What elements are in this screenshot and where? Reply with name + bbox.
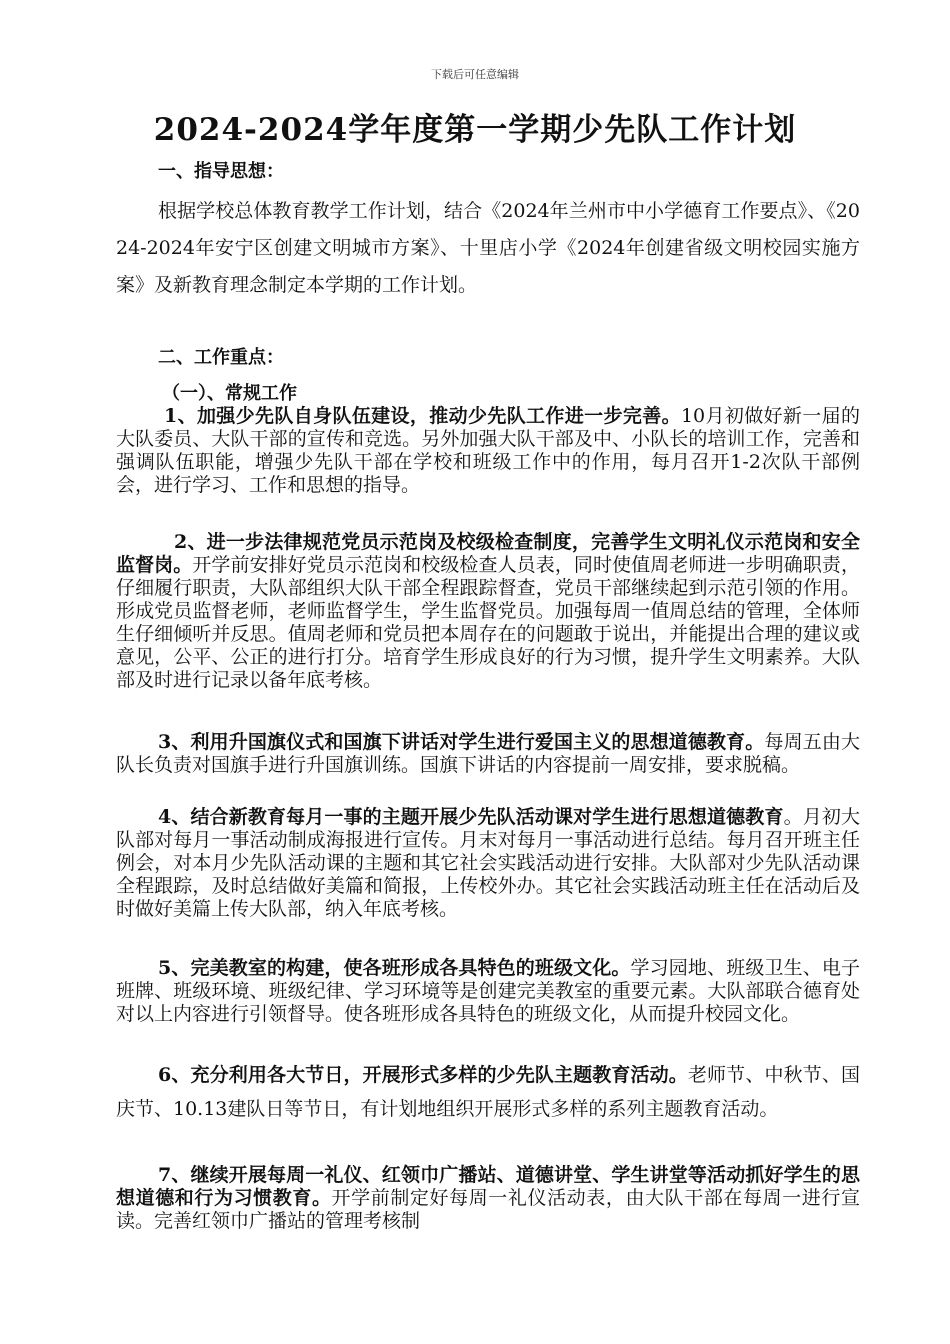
- header-note: 下载后可任意编辑: [431, 68, 519, 81]
- document-title: 2024-2024学年度第一学期少先队工作计划: [153, 112, 797, 148]
- guiding-thought-paragraph: 根据学校总体教育教学工作计划，结合《2024年兰州市中小学德育工作要点》、《2024-2024年安宁区创建文明城市方案》、十里店小学《2024年创建省级文明校园实施方案》及新教育理念制定本学期的工作计划。: [116, 200, 860, 296]
- item-5-paragraph: [116, 957, 860, 1026]
- item-1-paragraph: [116, 405, 860, 497]
- section-heading-guiding-thought: 一、指导思想：: [158, 161, 284, 182]
- item-2-paragraph: [116, 531, 860, 692]
- item-4-text: 。月初大队部对每月一事活动制成海报进行宣传。月末对每月一事活动进行总结。每月召开班主任例会，对本月少先队活动课的主题和其它社会实践活动进行安排。大队部对少先队活动课全程跟踪，及时总结做好美篇和简报，上传校外办。其它社会实践活动班主任在活动后及时做好美篇上传大队部，纳入年底考核。: [116, 806, 860, 920]
- item-3-lead: 3、利用升国旗仪式和国旗下讲话对学生进行爱国主义的思想道德教育。: [158, 731, 765, 753]
- item-6-paragraph: [116, 1058, 860, 1126]
- item-5-lead: 5、完美教室的构建，使各班形成各具特色的班级文化。: [158, 957, 631, 979]
- item-6-lead: 6、充分利用各大节日，开展形式多样的少先队主题教育活动。: [158, 1064, 688, 1086]
- item-4-paragraph: [116, 806, 860, 921]
- item-2-lead: 2、进一步法律规范党员示范岗及校级检查制度，完善学生文明礼仪示范岗和安全监督岗。: [116, 531, 860, 576]
- subheading-routine-work: （一）、常规工作: [162, 383, 297, 404]
- item-7-text: 开学前制定好每周一礼仪活动表，由大队干部在每周一进行宣读。完善红领巾广播站的管理考核制: [116, 1187, 860, 1232]
- item-7-lead: 7、继续开展每周一礼仪、红领巾广播站、道德讲堂、学生讲堂等活动抓好学生的思想道德和行为习惯教育。: [116, 1164, 860, 1209]
- item-2-text: 开学前安排好党员示范岗和校级检查人员表，同时使值周老师进一步明确职责，仔细履行职责，大队部组织大队干部全程跟踪督查，党员干部继续起到示范引领的作用。形成党员监督老师，老师监督学生，学生监督党员。加强每周一值周总结的管理，全体师生仔细倾听并反思。值周老师和党员把本周存在的问题敢于说出，并能提出合理的建议或意见，公平、公正的进行打分。培育学生形成良好的行为习惯，提升学生文明素养。大队部及时进行记录以备年底考核。: [116, 554, 860, 691]
- item-1-lead: 1、加强少先队自身队伍建设，推动少先队工作进一步完善。: [164, 405, 681, 427]
- item-7-paragraph: [116, 1164, 860, 1233]
- item-3-text: 每周五由大队长负责对国旗手进行升国旗训练。国旗下讲话的内容提前一周安排，要求脱稿。: [116, 731, 860, 776]
- item-3-paragraph: [116, 731, 860, 777]
- item-4-lead: 4、结合新教育每月一事的主题开展少先队活动课对学生进行思想道德教育: [158, 806, 784, 828]
- item-5-text: 学习园地、班级卫生、电子班牌、班级环境、班级纪律、学习环境等是创建完美教室的重要元素。大队部联合德育处对以上内容进行引领督导。使各班形成各具特色的班级文化，从而提升校园文化。: [116, 957, 860, 1025]
- section-heading-work-focus: 二、工作重点：: [158, 347, 284, 368]
- item-6-text: 老师节、中秋节、国庆节、10.13建队日等节日，有计划地组织开展形式多样的系列主题教育活动。: [116, 1064, 860, 1120]
- item-1-text: 10月初做好新一届的大队委员、大队干部的宣传和竞选。另外加强大队干部及中、小队长的培训工作，完善和强调队伍职能，增强少先队干部在学校和班级工作中的作用，每月召开1-2次队干部例会，进行学习、工作和思想的指导。: [116, 405, 860, 496]
